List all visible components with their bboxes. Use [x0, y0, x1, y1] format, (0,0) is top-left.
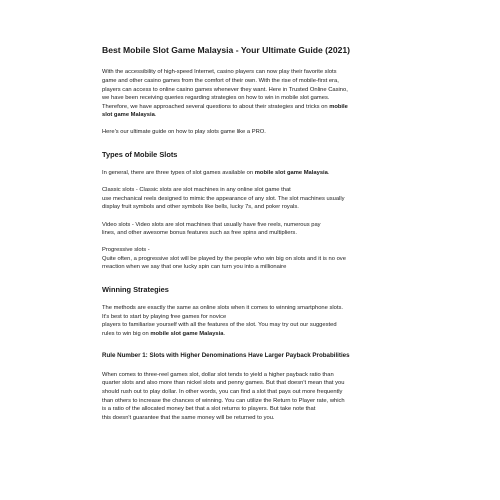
intro-line [102, 111, 412, 120]
winning-line: players to familiarise yourself with all the features of the slot. You may try out our suggested [102, 322, 337, 329]
video-slots-paragraph [102, 221, 412, 238]
winning-last-text: rules to win big on [102, 330, 151, 337]
guide-line: Here’s our ultimate guide on how to play slots game like a PRO. [102, 129, 266, 136]
progressive-line: Progressive slots - [102, 247, 150, 254]
progressive-line: rreaction when we say that one lucky spin can turn you into a millionaire [102, 264, 287, 271]
rule-one-heading: Rule Number 1: Slots with Higher Denominations Have Larger Payback Probabilities [102, 352, 350, 360]
rule-one-line: than others to increase the chances of winning. You can utilize the Return to Player rate, which [102, 397, 345, 404]
intro-tail-suffix: . [154, 112, 157, 119]
video-line: Video slots - Video slots are slot machines that usually have five reels, numerous pay [102, 221, 321, 228]
winning-keyword: mobile slot game Malaysia [150, 330, 224, 337]
rule-one-line: this doesn't guarantee that the same money will be returned to you. [102, 414, 275, 421]
winning-paragraph [102, 304, 412, 338]
video-line: lines, and other awesome bonus features such as free spins and multipliers. [102, 230, 297, 237]
classic-line: display fruit symbols and other symbols like bells, lucky 7s, and poker royals. [102, 204, 299, 211]
winning-line: The methods are exactly the same as online slots when it comes to winning smartphone slots. [102, 304, 344, 311]
intro-line: With the accessibility of high-speed Internet, casino players can now play their favorite slots [102, 69, 337, 76]
intro-last-line-text: Therefore, we have approached several questions to about their strategies and tricks on [102, 103, 330, 110]
intro-keyword-bold-tail: slot game Malaysia [102, 112, 155, 119]
guide-paragraph [102, 128, 412, 137]
winning-line [102, 330, 412, 339]
rule-one-line: When comes to three-reel games slot, dollar slot tends to yield a higher payback ratio than [102, 371, 334, 378]
section-heading-winning: Winning Strategies [102, 285, 169, 295]
types-general-paragraph [102, 169, 412, 178]
types-general-suffix: . [327, 169, 330, 176]
intro-paragraph [102, 68, 412, 120]
intro-line [102, 103, 412, 112]
classic-line: use mechanical reels designed to mimic the appearance of any slot. The slot machines usually [102, 195, 345, 202]
rule-one-paragraph [102, 371, 412, 423]
intro-line: players can access to online casino games whenever they want. Here in Trusted Online Casino, [102, 86, 348, 93]
winning-suffix: . [223, 330, 226, 337]
section-heading-types: Types of Mobile Slots [102, 150, 178, 160]
rule-one-line: quarter slots and also more than nickel slots and penny games. But that doesn't mean that you [102, 380, 345, 387]
progressive-line: Quite often, a progressive slot will be played by the people who win big on slots and it is no ove [102, 255, 346, 262]
progressive-slots-paragraph [102, 246, 412, 272]
page-title: Best Mobile Slot Game Malaysia - Your Ultimate Guide (2021) [102, 45, 351, 55]
intro-line: we have been receiving queries regarding strategies on how to win in mobile slot games. [102, 95, 330, 102]
classic-slots-paragraph [102, 186, 412, 212]
classic-line: Classic slots - Classic slots are slot machines in any online slot game that [102, 187, 291, 194]
intro-line: game and other casino games from the comfort of their own. With the rise of mobile-first era, [102, 77, 339, 84]
types-general-keyword: mobile slot game Malaysia [254, 169, 328, 176]
rule-one-line: is a ratio of the allocated money bet that a slot returns to players. But take note that [102, 406, 316, 413]
types-general-text: In general, there are three types of slot games available on [102, 169, 255, 176]
winning-line: It's best to start by playing free games for novice [102, 313, 227, 320]
rule-one-line: should rush out to play dollar. In other words, you can find a slot that pays out more frequently [102, 388, 343, 395]
intro-keyword-bold: mobile [329, 103, 348, 110]
types-general-line [102, 169, 412, 178]
document-page [102, 45, 412, 431]
